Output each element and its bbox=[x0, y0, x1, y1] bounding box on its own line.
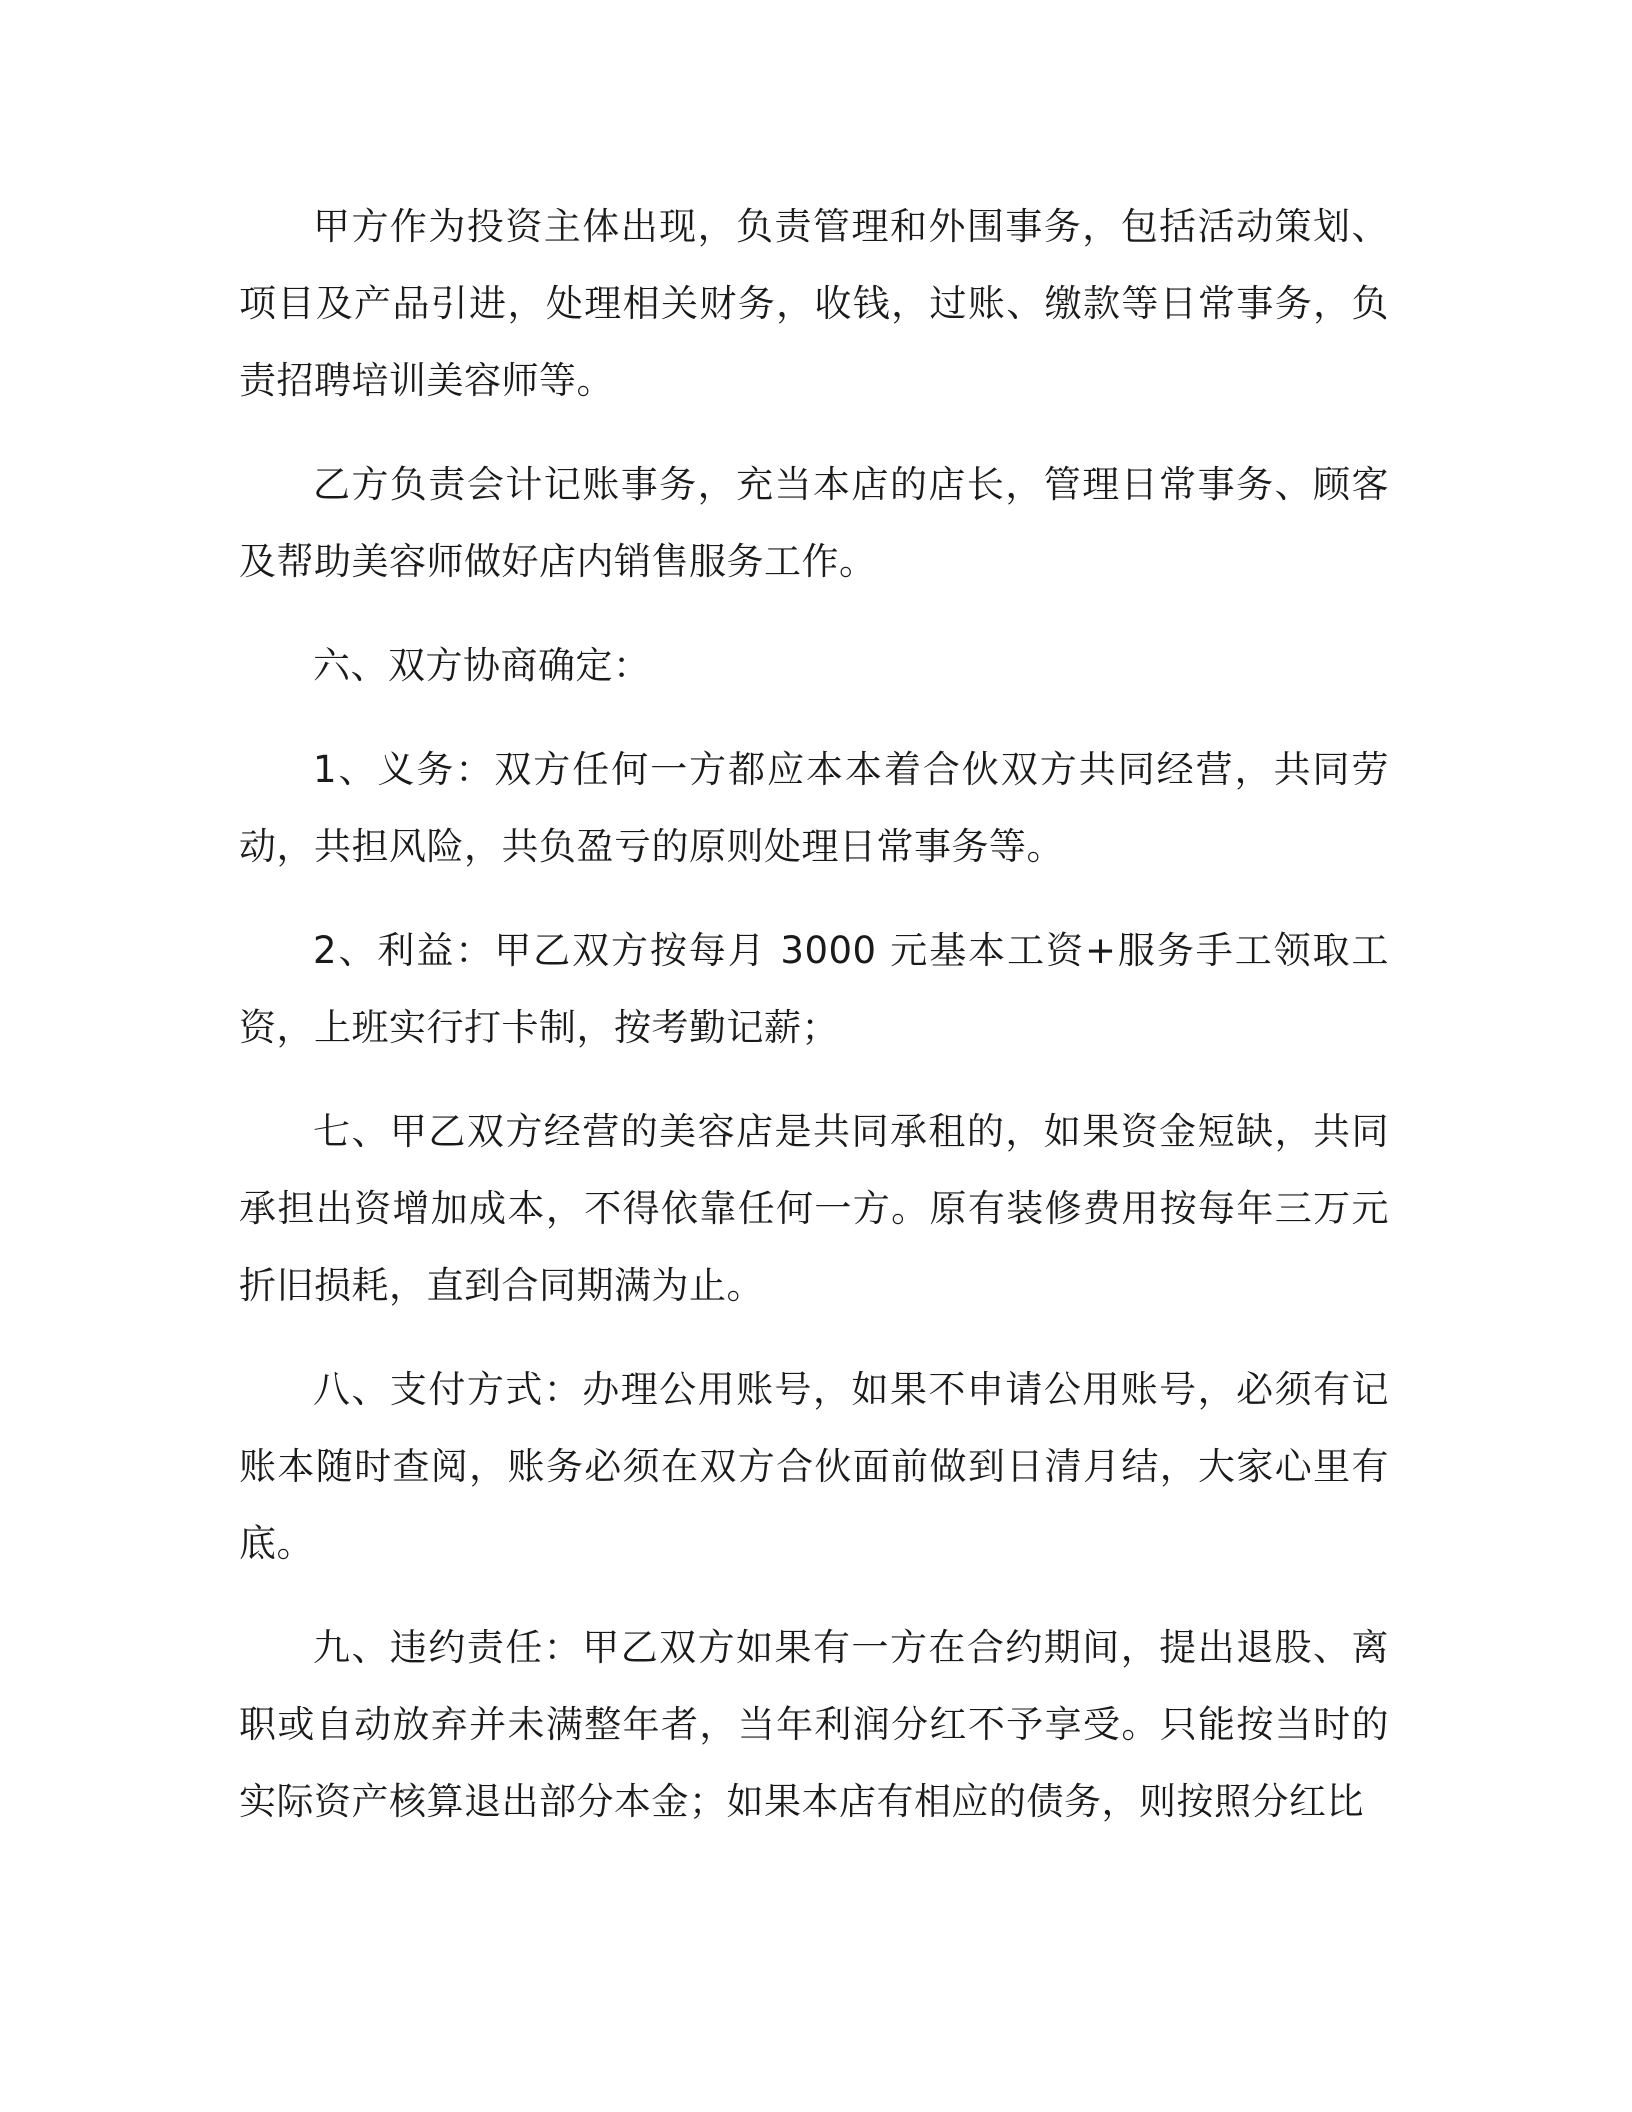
section-nine-paragraph: 九、违约责任：甲乙双方如果有一方在合约期间，提出退股、离职或自动放弃并未满整年者，当年利润分红不予享受。只能按当时的实际资产核算退出部分本金；如果本店有相应的债务，则按照分红比 bbox=[239, 1626, 1389, 1823]
paragraph-obligations: 1、义务：双方任何一方都应本本着合伙双方共同经营，共同劳动，共担风险，共负盈亏的原则处理日常事务等。 bbox=[239, 748, 1389, 868]
section-seven-paragraph: 七、甲乙双方经营的美容店是共同承租的，如果资金短缺，共同承担出资增加成本，不得依靠任何一方。原有装修费用按每年三万元折旧损耗，直到合同期满为止。 bbox=[239, 1110, 1389, 1307]
paragraph-party-b-duties: 乙方负责会计记账事务，充当本店的店长，管理日常事务、顾客及帮助美容师做好店内销售服务工作。 bbox=[239, 463, 1389, 583]
paragraph-benefits: 2、利益：甲乙双方按每月 3000 元基本工资+服务手工领取工资，上班实行打卡制，按考勤记薪； bbox=[239, 929, 1389, 1049]
document-body bbox=[239, 188, 1389, 1867]
section-six-heading: 六、双方协商确定： bbox=[313, 644, 651, 687]
paragraph-party-a-duties: 甲方作为投资主体出现，负责管理和外围事务，包括活动策划、项目及产品引进，处理相关财务，收钱，过账、缴款等日常事务，负责招聘培训美容师等。 bbox=[239, 205, 1389, 402]
section-eight-paragraph: 八、支付方式：办理公用账号，如果不申请公用账号，必须有记账本随时查阅，账务必须在双方合伙面前做到日清月结，大家心里有底。 bbox=[239, 1368, 1389, 1565]
